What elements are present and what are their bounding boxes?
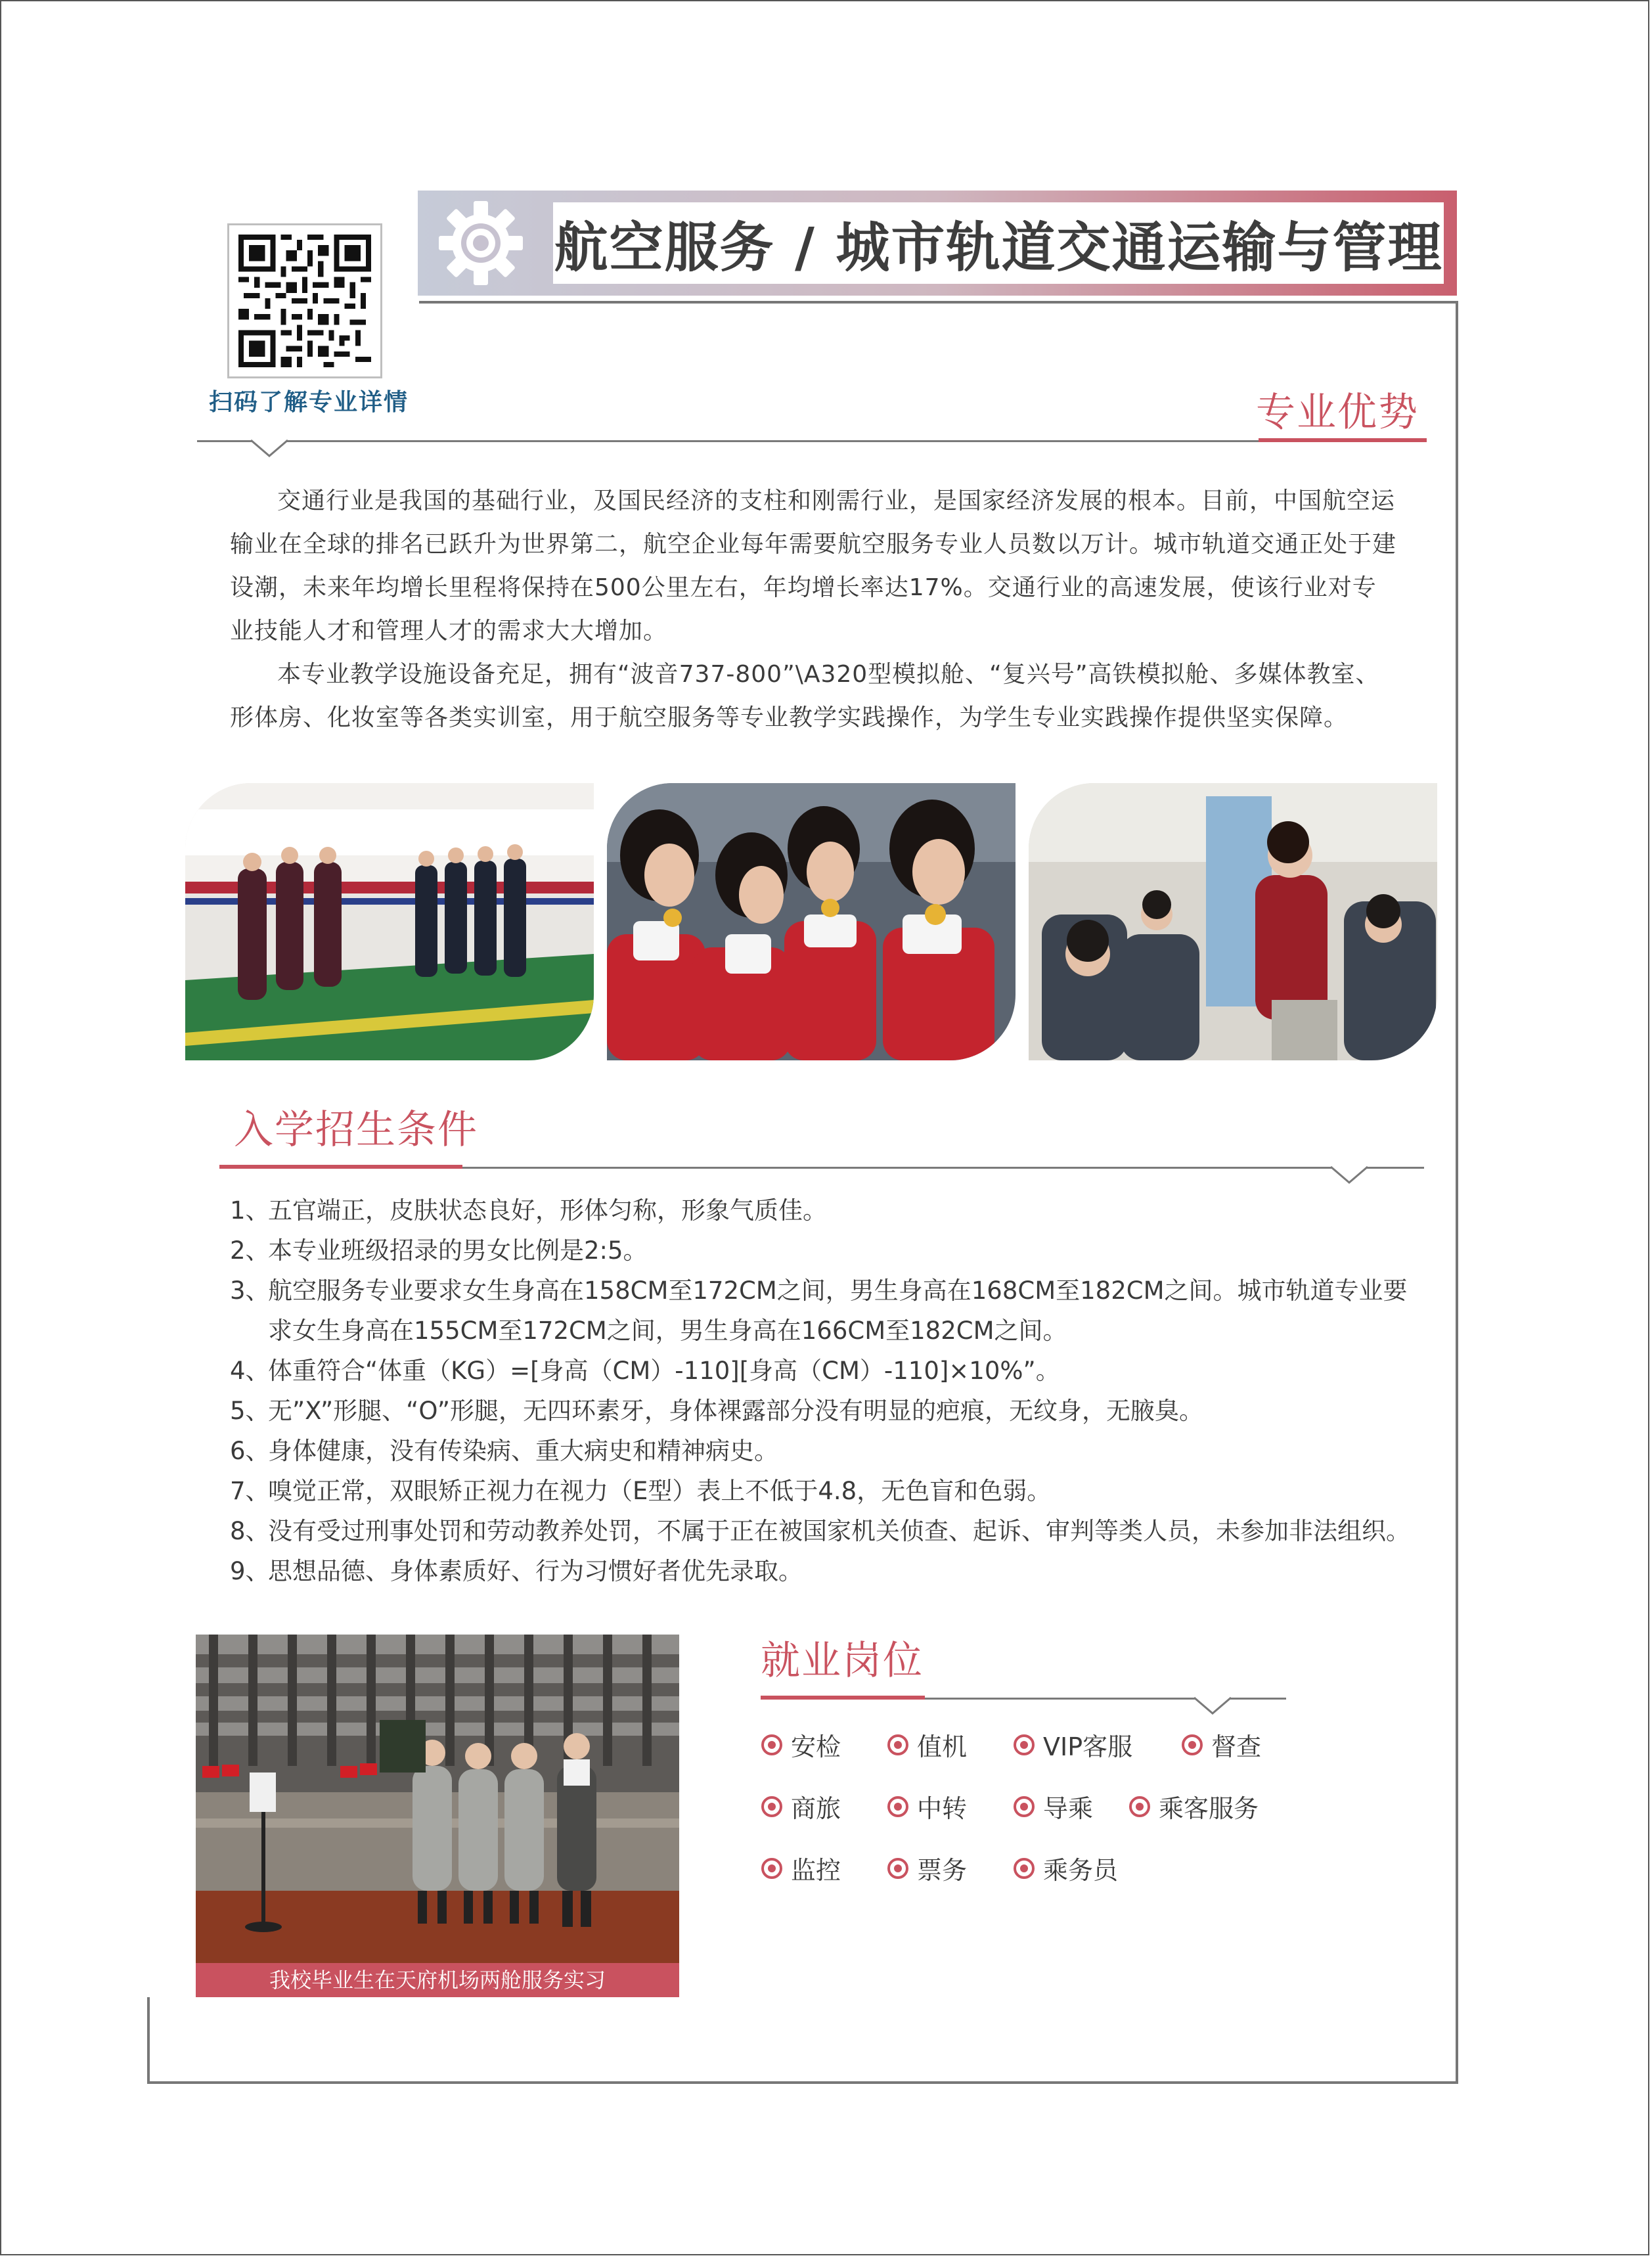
frame-line-top [419,301,1458,304]
list-item-text: 本专业班级招录的男女比例是2:5。 [268,1236,648,1265]
frame-line-bottom [147,2081,1458,2084]
qr-code[interactable] [227,223,382,378]
jobs-row [761,1788,1299,1850]
list-item-number: 3、 [230,1276,270,1305]
target-bullet-icon [1013,1734,1035,1756]
target-bullet-icon [887,1734,909,1756]
target-bullet-icon [761,1857,783,1880]
job-label: 票务 [917,1856,968,1885]
photo-airport-internship [196,1635,679,1963]
list-item-number: 9、 [230,1557,270,1585]
list-item-number: 6、 [230,1437,270,1465]
header-title-box [553,202,1444,284]
job-label: 监控 [791,1856,841,1885]
advantages-notch [251,439,288,459]
photo-cabin-service [1029,783,1437,1060]
list-item-text: 身体健康，没有传染病、重大病史和精神病史。 [268,1437,778,1465]
job-label: 安检 [791,1732,841,1761]
job-label: 商旅 [791,1794,841,1823]
job-label: 乘客服务 [1159,1794,1259,1823]
list-item-text: 无”X”形腿、“O”形腿，无四环素牙，身体裸露部分没有明显的疤痕，无纹身，无腋臭。 [268,1397,1203,1425]
list-item [230,1431,1412,1471]
job-item [761,1850,841,1886]
requirements-heading: 入学招生条件 [234,1107,478,1153]
list-item-text: 嗅觉正常，双眼矫正视力在视力（E型）表上不低于4.8，无色盲和色弱。 [268,1477,1052,1505]
frame-line-right [1456,301,1458,2084]
list-item-number: 7、 [230,1477,270,1505]
job-label: 乘务员 [1043,1856,1119,1885]
job-item [1013,1727,1132,1763]
job-label: 中转 [917,1794,968,1823]
advantages-divider [197,440,1427,442]
advantages-accent-line [1259,438,1427,442]
job-item [1013,1850,1118,1886]
jobs-row [761,1850,1299,1912]
job-item [1181,1727,1261,1763]
list-item [230,1511,1412,1551]
list-item-text: 没有受过刑事处罚和劳动教养处罚，不属于正在被国家机关侦查、起诉、审判等类人员，未参加非法组织。 [268,1517,1410,1545]
target-bullet-icon [1181,1734,1203,1756]
requirements-accent-line [219,1165,462,1169]
job-item [887,1850,967,1886]
gear-icon [432,191,529,296]
job-label: VIP客服 [1043,1732,1133,1761]
advantages-paragraph: 交通行业是我国的基础行业，及国民经济的支柱和刚需行业，是国家经济发展的根本。目前，中国航空运输业在全球的排名已跃升为世界第二，航空企业每年需要航空服务专业人员数以万计。城市轨道交通正处于建设潮，未来年均增长里程将保持在500公里左右，年均增长率达17%。交通行业的高速发展，使该行业对专业技能人才和管理人才的需求大大增加。 [230,487,1397,644]
job-item [887,1727,967,1763]
jobs-row [761,1727,1299,1788]
job-label: 导乘 [1043,1794,1094,1823]
list-item-number: 4、 [230,1357,270,1385]
job-item [1013,1788,1093,1824]
job-label: 值机 [917,1732,968,1761]
page-title: 航空服务 / 城市轨道交通运输与管理 [554,216,1443,279]
job-item [761,1727,841,1763]
list-item [230,1190,1412,1231]
jobs-notch [1194,1696,1231,1716]
list-item-number: 2、 [230,1236,270,1265]
advantages-paragraph: 本专业教学设施设备充足，拥有“波音737-800”\A320型模拟舱、“复兴号”高铁模拟舱、多媒体教室、形体房、化妆室等各类实训室，用于航空服务等专业教学实践操作，为学生专业实践操作提供坚实保障。 [230,661,1380,731]
advantages-heading: 专业优势 [1256,390,1419,436]
target-bullet-icon [1013,1795,1035,1818]
advantages-text [230,480,1399,740]
job-item [887,1788,967,1824]
list-item-text: 航空服务专业要求女生身高在158CM至172CM之间，男生身高在168CM至182CM之间。城市轨道专业要求女生身高在155CM至172CM之间，男生身高在166CM至182CM之间。 [268,1276,1408,1345]
target-bullet-icon [887,1795,909,1818]
list-item-text: 体重符合“体重（KG）=[身高（CM）-110][身高（CM）-110]×10%”。 [268,1357,1060,1385]
photo-uniform-practice [607,783,1016,1060]
job-label: 督查 [1211,1732,1262,1761]
list-item-text: 思想品德、身体素质好、行为习惯好者优先录取。 [268,1557,803,1585]
list-item-number: 1、 [230,1196,270,1225]
target-bullet-icon [1128,1795,1151,1818]
list-item [230,1551,1412,1591]
qr-code-icon [238,235,371,367]
list-item [230,1351,1412,1391]
photo-caption: 我校毕业生在天府机场两舱服务实习 [196,1963,679,1997]
photo-training-hall [185,783,594,1060]
list-item [230,1271,1412,1351]
qr-caption: 扫码了解专业详情 [208,389,409,416]
jobs-list [761,1727,1299,1912]
list-item-number: 8、 [230,1517,270,1545]
target-bullet-icon [887,1857,909,1880]
header-banner [418,191,1457,296]
target-bullet-icon [761,1795,783,1818]
job-item [1128,1788,1259,1824]
frame-line-left [147,1997,150,2084]
list-item [230,1231,1412,1271]
list-item [230,1471,1412,1511]
target-bullet-icon [761,1734,783,1756]
list-item-number: 5、 [230,1397,270,1425]
target-bullet-icon [1013,1857,1035,1880]
list-item-text: 五官端正，皮肤状态良好，形体匀称，形象气质佳。 [268,1196,827,1225]
requirements-list [230,1190,1412,1591]
jobs-accent-line [761,1696,925,1700]
requirements-notch [1331,1165,1368,1185]
list-item [230,1391,1412,1431]
jobs-heading: 就业岗位 [761,1638,924,1684]
job-item [761,1788,841,1824]
